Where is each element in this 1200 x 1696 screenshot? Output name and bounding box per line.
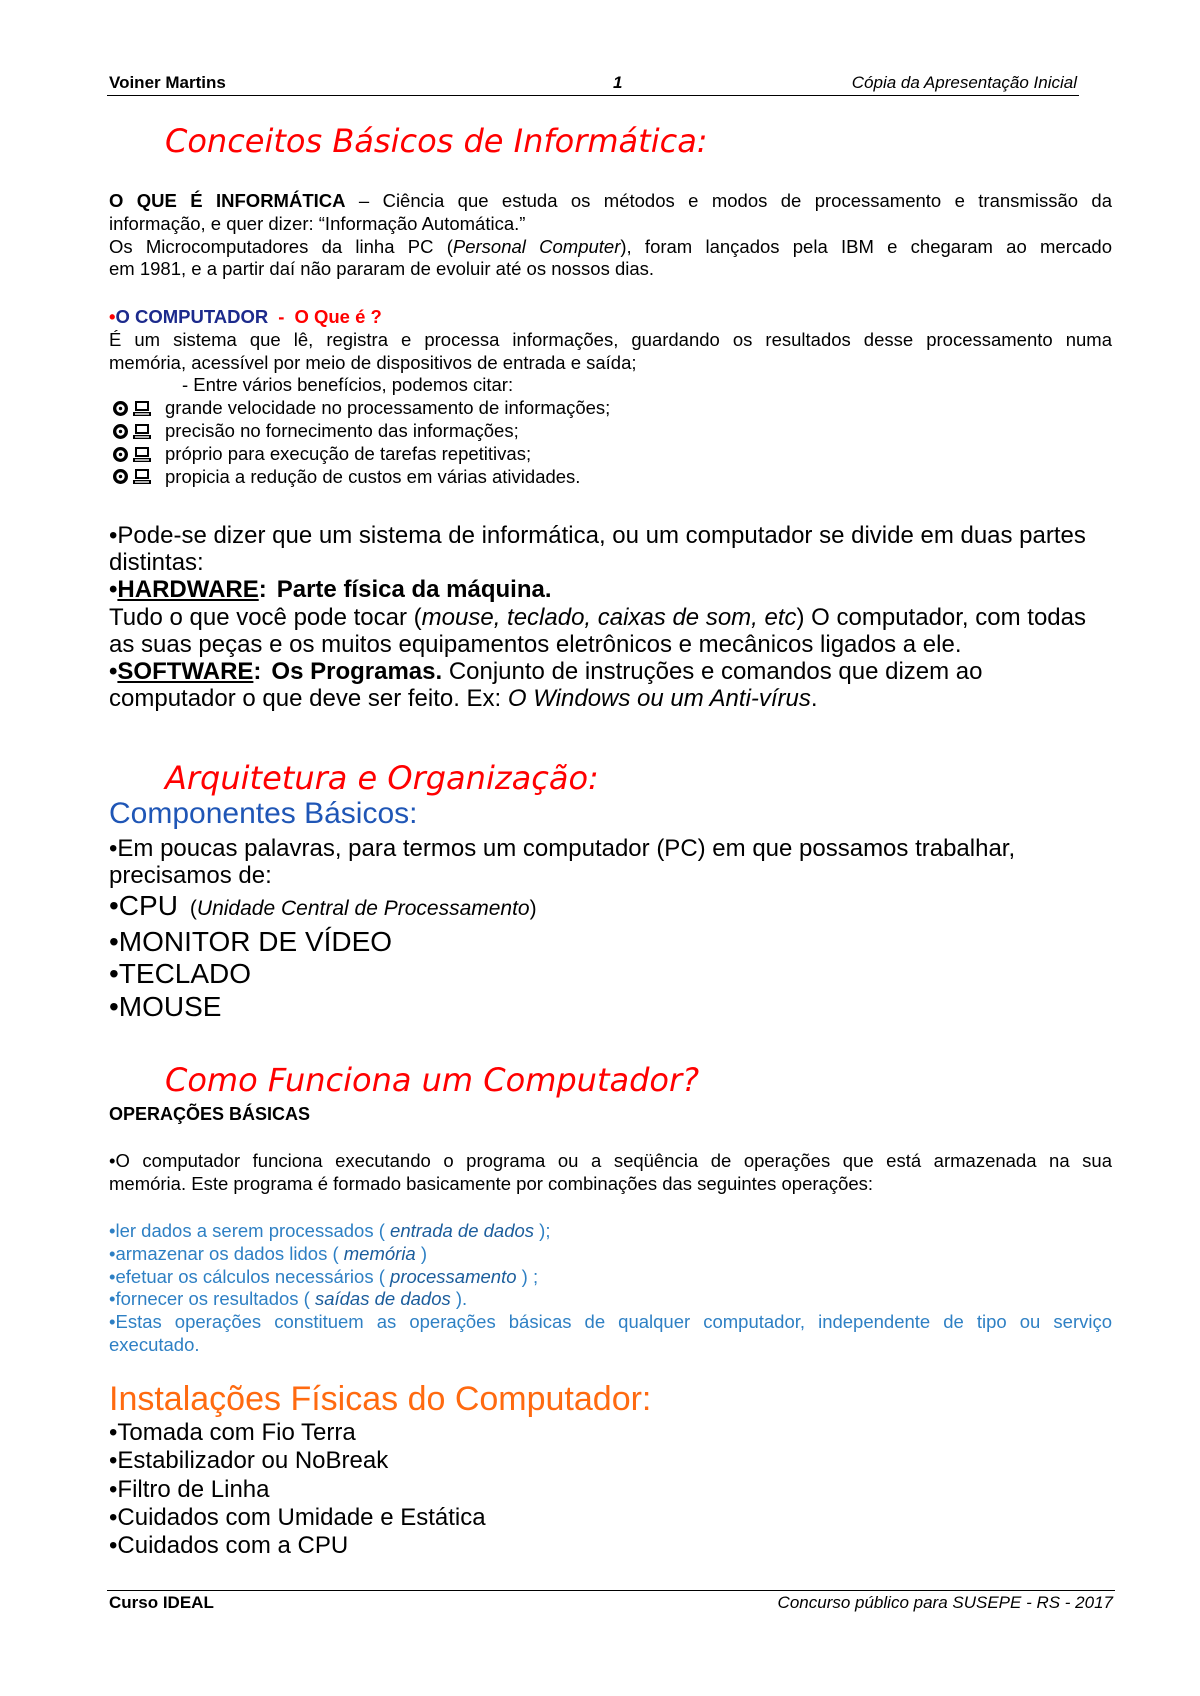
disc-icon xyxy=(112,446,129,463)
parts-intro-line: •Pode-se dizer que um sistema de informática, ou um computador se divide em duas partes xyxy=(109,522,1086,549)
computer-icon xyxy=(132,423,152,440)
hardware-term: HARDWARE xyxy=(117,576,259,604)
informatics-term: O QUE É INFORMÁTICA xyxy=(109,190,346,211)
pc-history-text: em 1981, e a partir daí não pararam de evoluir até os nossos dias. xyxy=(109,258,655,280)
benefit-text: próprio para execução de tarefas repetitivas; xyxy=(165,442,532,464)
benefit-icons xyxy=(109,468,165,485)
installation-item: •Cuidados com a CPU xyxy=(109,1532,349,1560)
hardware-detail-text: Tudo o que você pode tocar ( xyxy=(109,603,422,631)
installation-item: •Filtro de Linha xyxy=(109,1475,270,1503)
component-cpu: •CPU xyxy=(109,890,178,921)
pc-history-text: ), foram lançados pela IBM e chegaram ao mercado xyxy=(620,235,1112,257)
installation-item: •Cuidados com Umidade e Estática xyxy=(109,1503,486,1531)
components-intro-line: •Em poucas palavras, para termos um computador (PC) em que possamos trabalhar, xyxy=(109,835,1016,862)
component-item: •TECLADO xyxy=(109,958,252,990)
header-author: Voiner Martins xyxy=(109,73,226,92)
operations-subheading: OPERAÇÕES BÁSICAS xyxy=(109,1104,311,1124)
benefit-icons xyxy=(109,423,165,440)
disc-icon xyxy=(112,400,129,417)
operations-intro xyxy=(109,1150,1112,1196)
section-title-installation: Instalações Físicas do Computador: xyxy=(109,1380,652,1418)
page-footer xyxy=(107,1590,1115,1616)
operation-step xyxy=(109,1266,1112,1289)
benefit-text: propicia a redução de custos em várias atividades. xyxy=(165,465,581,487)
computer-description-line: É um sistema que lê, registra e processa informações, guardando os resultados desse processamento numa xyxy=(109,328,1112,350)
footer-course: Curso IDEAL xyxy=(109,1593,214,1612)
components-intro xyxy=(109,835,1112,889)
component-item: •MONITOR DE VÍDEO xyxy=(109,925,393,957)
software-colon: : xyxy=(253,658,262,686)
section-title-architecture: Arquitetura e Organização: xyxy=(165,759,599,797)
definition-text: – Ciência que estuda os métodos e modos de processamento e transmissão da xyxy=(345,190,1112,211)
components-list xyxy=(109,890,537,1023)
operation-step xyxy=(109,1220,1112,1243)
software-detail-text: . xyxy=(810,685,818,713)
components-intro-line: precisamos de: xyxy=(109,862,272,890)
operations-intro-line: •O computador funciona executando o programa ou a seqüência de operações que está armazenada na sua xyxy=(109,1150,1112,1171)
software-term: SOFTWARE xyxy=(117,658,254,686)
hardware-heading xyxy=(109,576,1112,603)
step-term: saídas de dados xyxy=(314,1288,451,1310)
heading-question: O Que é ? xyxy=(294,306,382,327)
pc-history-line xyxy=(109,258,1112,281)
definition-line xyxy=(109,213,1112,236)
component-item: •MOUSE xyxy=(109,990,222,1022)
computer-icon xyxy=(132,446,152,463)
definition-line xyxy=(109,190,1112,213)
benefit-item xyxy=(109,397,1112,420)
benefit-icons xyxy=(109,446,165,463)
heading-bullet: • xyxy=(109,306,116,327)
step-text: •armazenar os dados lidos ( xyxy=(109,1242,344,1264)
operations-conclusion-line: •Estas operações constituem as operações básicas de qualquer computador, independente de tipo ou serviço xyxy=(109,1311,1112,1333)
computer-block xyxy=(109,306,1112,488)
benefit-icons xyxy=(109,400,165,417)
software-example: O Windows ou um Anti-vírus xyxy=(507,685,811,713)
header-document-title: Cópia da Apresentação Inicial xyxy=(851,73,1077,92)
hardware-bullet: • xyxy=(109,576,118,604)
page-header xyxy=(107,70,1079,96)
paren-close: ) xyxy=(529,897,537,920)
pc-history-text: Os Microcomputadores da linha PC ( xyxy=(109,235,453,257)
components-subtitle: Componentes Básicos: xyxy=(109,797,418,830)
cpu-description xyxy=(190,897,537,920)
operation-step xyxy=(109,1288,1112,1311)
benefit-item xyxy=(109,443,1112,466)
paren-open: ( xyxy=(189,897,197,920)
component-item xyxy=(109,890,537,926)
hardware-examples: mouse, teclado, caixas de som, etc xyxy=(421,603,797,631)
step-term: entrada de dados xyxy=(390,1220,535,1241)
benefit-item xyxy=(109,466,1112,489)
computer-description-line: memória, acessível por meio de dispositivos de entrada e saída; xyxy=(109,351,637,373)
operations-conclusion-line: executado. xyxy=(109,1333,200,1355)
software-detail-line xyxy=(109,685,1112,712)
step-text: •fornecer os resultados ( xyxy=(109,1288,315,1310)
software-detail-text: Conjunto de instruções e comandos que dizem ao xyxy=(442,658,983,686)
benefit-text: grande velocidade no processamento de informações; xyxy=(165,397,611,419)
step-end: ); xyxy=(534,1220,551,1241)
disc-icon xyxy=(112,468,129,485)
hardware-detail-line xyxy=(109,604,1112,631)
software-definition: Os Programas. xyxy=(271,658,443,686)
benefit-item xyxy=(109,420,1112,443)
heading-dash: - xyxy=(278,306,285,327)
parts-intro-line: distintas: xyxy=(109,549,204,577)
step-text: •ler dados a serem processados ( xyxy=(109,1220,391,1241)
installation-item: •Estabilizador ou NoBreak xyxy=(109,1447,389,1475)
step-term: processamento xyxy=(390,1265,517,1287)
software-heading xyxy=(109,658,1112,685)
informatics-definition xyxy=(109,190,1112,281)
hardware-detail-line: as suas peças e os muitos equipamentos eletrônicos e mecânicos ligados a ele. xyxy=(109,630,962,658)
step-term: memória xyxy=(343,1242,416,1264)
cpu-full-name: Unidade Central de Processamento xyxy=(196,897,530,920)
computer-heading xyxy=(109,306,1112,329)
disc-icon xyxy=(112,423,129,440)
computer-icon xyxy=(132,400,152,417)
hardware-colon: : xyxy=(258,576,267,604)
benefit-text: precisão no fornecimento das informações; xyxy=(165,419,519,441)
hardware-software-block xyxy=(109,522,1112,712)
installation-item: •Tomada com Fio Terra xyxy=(109,1419,356,1446)
step-text: •efetuar os cálculos necessários ( xyxy=(109,1265,391,1287)
benefits-intro: - Entre vários benefícios, podemos citar: xyxy=(182,374,514,396)
operations-intro-line: memória. Este programa é formado basicamente por combinações das seguintes operações: xyxy=(109,1172,874,1194)
step-end: ). xyxy=(450,1288,468,1310)
hardware-definition: Parte física da máquina. xyxy=(276,576,552,604)
heading-text: O COMPUTADOR xyxy=(115,306,269,327)
pc-history-line xyxy=(109,236,1112,259)
installation-list xyxy=(109,1419,486,1560)
computer-icon xyxy=(132,468,152,485)
operation-step xyxy=(109,1243,1112,1266)
header-page-number: 1 xyxy=(613,73,623,92)
pc-history-italic: Personal Computer xyxy=(452,235,621,257)
hardware-detail-text: ) O computador, com todas xyxy=(796,603,1086,631)
section-title-operation: Como Funciona um Computador? xyxy=(165,1061,700,1099)
footer-exam: Concurso público para SUSEPE - RS - 2017 xyxy=(777,1593,1113,1612)
step-end: ) xyxy=(415,1242,428,1264)
software-bullet: • xyxy=(109,658,118,686)
section-title-basics: Conceitos Básicos de Informática: xyxy=(165,122,708,160)
step-end: ) ; xyxy=(516,1265,539,1287)
operations-steps xyxy=(109,1220,1112,1357)
software-detail-text: computador o que deve ser feito. Ex: xyxy=(109,685,508,713)
definition-text: informação, e quer dizer: “Informação Automática.” xyxy=(109,212,526,234)
